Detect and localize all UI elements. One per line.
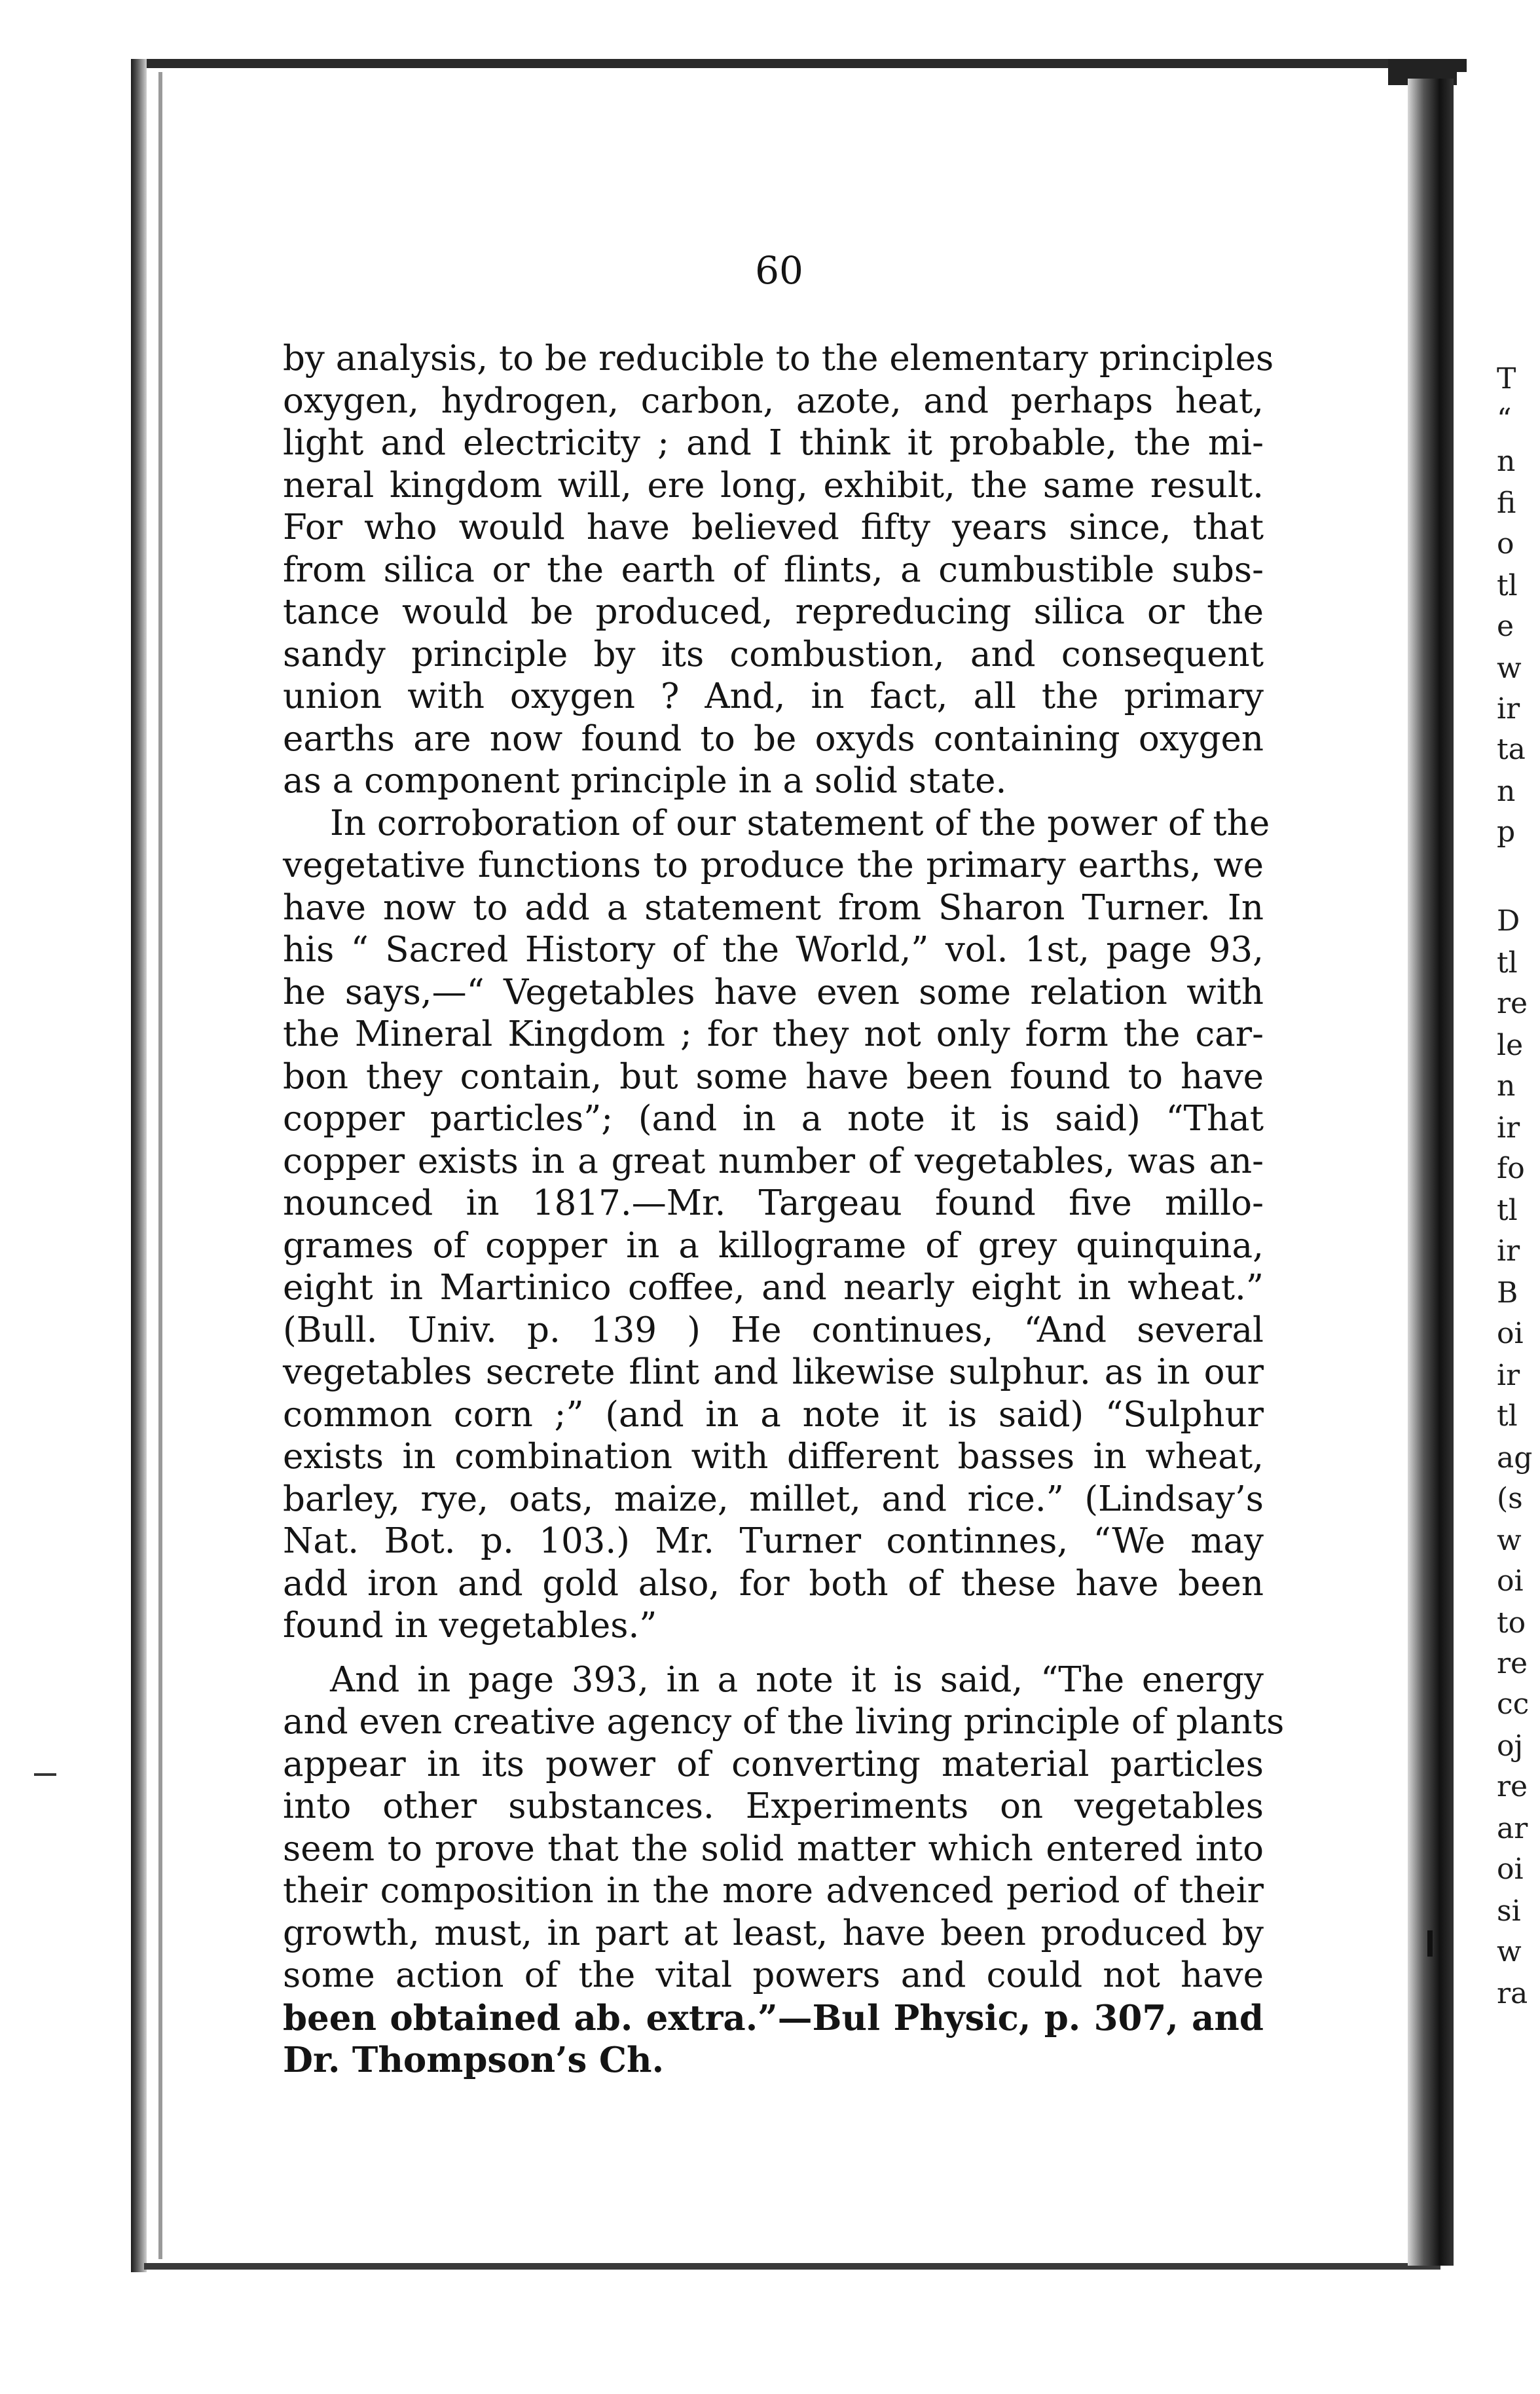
paragraph: [283, 338, 1274, 803]
text-line: grames of copper in a killograme of grey quinquina,: [283, 1225, 1264, 1266]
text-line: For who would have believed fifty years since, that: [283, 507, 1264, 547]
facing-page-fragment: cc: [1497, 1687, 1530, 1721]
facing-page-fragment: tl: [1497, 1194, 1518, 1227]
text-line: common corn ;” (and in a note it is said) “Sulphur: [283, 1394, 1264, 1435]
paragraph: [283, 1659, 1285, 2082]
text-line: have now to add a statement from Sharon Turner. In: [283, 887, 1264, 928]
facing-page-fragment: re: [1497, 1647, 1528, 1680]
facing-page-fragment: ra: [1497, 1977, 1528, 2010]
text-line: And in page 393, in a note it is said, “The energy: [330, 1659, 1264, 1700]
facing-page-fragment: tl: [1497, 569, 1518, 602]
facing-page-fragment: n: [1497, 775, 1516, 808]
text-line: light and electricity ; and I think it probable, the mi-: [283, 423, 1264, 463]
text-line: Nat. Bot. p. 103.) Mr. Turner continnes, “We may: [283, 1521, 1264, 1561]
text-line: neral kingdom will, ere long, exhibit, the same result.: [283, 465, 1264, 506]
facing-page-fragment: re: [1497, 987, 1528, 1020]
text-line: exists in combination with different basses in wheat,: [283, 1437, 1264, 1477]
facing-page-fragment: w: [1497, 652, 1522, 685]
text-line: growth, must, in part at least, have been produced by: [283, 1913, 1264, 1953]
paragraph: [283, 803, 1270, 1648]
text-line: union with oxygen ? And, in fact, all the primary: [283, 676, 1264, 716]
facing-page-fragment: ar: [1497, 1812, 1528, 1845]
facing-page-fragment: e: [1497, 610, 1514, 643]
text-line: earths are now found to be oxyds containing oxygen: [283, 718, 1264, 759]
text-line: (Bull. Univ. p. 139 ) He continues, “And several: [283, 1310, 1264, 1350]
facing-page-fragment: B: [1497, 1276, 1518, 1310]
facing-page-fragment: w: [1497, 1935, 1522, 1968]
facing-page-fragment: ir: [1497, 1359, 1520, 1392]
text-line: he says,—“ Vegetables have even some relation with: [283, 972, 1264, 1012]
text-line: appear in its power of converting material particles: [283, 1744, 1264, 1784]
text-line: into other substances. Experiments on vegetables: [283, 1786, 1264, 1826]
text-line: Dr. Thompson’s Ch.: [283, 2040, 665, 2080]
facing-page-fragment: si: [1497, 1894, 1521, 1928]
text-line: copper particles”; (and in a note it is said) “That: [283, 1099, 1264, 1139]
paragraph-gap: [283, 1648, 1264, 1659]
facing-page-fragment: o: [1497, 527, 1514, 561]
text-line: bon they contain, but some have been found to have: [283, 1056, 1264, 1097]
text-line: some action of the vital powers and could not have: [283, 1955, 1264, 1995]
text-line: seem to prove that the solid matter which entered into: [283, 1828, 1264, 1869]
scan-frame-bottom: [144, 2263, 1440, 2270]
facing-page-fragment: (s: [1497, 1482, 1523, 1515]
facing-page-fragment: le: [1497, 1029, 1524, 1062]
text-line: as a component principle in a solid state.: [283, 761, 1007, 801]
scan-frame-top: [131, 59, 1440, 68]
facing-page-fragment: oi: [1497, 1317, 1524, 1350]
text-line: found in vegetables.”: [283, 1606, 657, 1646]
facing-page-fragment: “: [1497, 403, 1512, 436]
scan-frame-left: [131, 59, 147, 2272]
text-line: their composition in the more advenced period of their: [283, 1871, 1264, 1911]
text-line: been obtained ab. extra.”—Bul Physic, p. 307, and: [283, 1997, 1264, 2038]
text-line: sandy principle by its combustion, and consequent: [283, 634, 1264, 674]
facing-page-fragment: ir: [1497, 692, 1520, 726]
text-line: vegetables secrete flint and likewise sulphur. as in our: [283, 1352, 1264, 1392]
text-line: oxygen, hydrogen, carbon, azote, and perhaps heat,: [283, 380, 1264, 421]
text-line: tance would be produced, repreducing silica or the: [283, 592, 1264, 632]
facing-page-fragment: D: [1497, 904, 1520, 938]
facing-page-fragment: n: [1497, 1069, 1516, 1103]
text-line: from silica or the earth of flints, a cumbustible subs-: [283, 549, 1264, 590]
facing-page-fragment: ir: [1497, 1234, 1520, 1268]
facing-page-fragment: fo: [1497, 1152, 1525, 1185]
facing-page-fragment: w: [1497, 1524, 1522, 1557]
text-line: In corroboration of our statement of the power of the: [330, 803, 1270, 843]
scan-speck: [34, 1773, 56, 1776]
facing-page-fragment: oj: [1497, 1729, 1524, 1763]
text-line: vegetative functions to produce the primary earths, we: [283, 845, 1264, 885]
text-line: his “ Sacred History of the World,” vol. 1st, page 93,: [283, 930, 1264, 970]
scan-speck: [1427, 1930, 1433, 1957]
facing-page-fragment: re: [1497, 1770, 1528, 1803]
facing-page-fragment: to: [1497, 1606, 1526, 1640]
facing-page-fragment: tl: [1497, 1399, 1518, 1433]
facing-page-fragment: ta: [1497, 733, 1526, 766]
facing-page-fragment: tl: [1497, 946, 1518, 980]
facing-page-fragment: fi: [1497, 487, 1516, 520]
facing-page-fragment: n: [1497, 445, 1516, 478]
text-line: copper exists in a great number of vegetables, was an-: [283, 1141, 1264, 1181]
page-edge-line: [158, 72, 162, 2259]
text-line: eight in Martinico coffee, and nearly eight in wheat.”: [283, 1268, 1264, 1308]
text-line: and even creative agency of the living principle of plants: [283, 1702, 1285, 1742]
facing-page-fragment: p: [1497, 815, 1516, 849]
text-line: barley, rye, oats, maize, millet, and rice.” (Lindsay’s: [283, 1479, 1264, 1519]
facing-page-fragment: ir: [1497, 1111, 1520, 1145]
text-line: by analysis, to be reducible to the elementary principles: [283, 339, 1274, 378]
facing-page-fragment: ag: [1497, 1441, 1533, 1475]
text-line: nounced in 1817.—Mr. Targeau found five millo-: [283, 1183, 1264, 1223]
page-number: 60: [755, 248, 803, 293]
facing-page-fragment: T: [1497, 362, 1516, 396]
facing-page-fragment: oi: [1497, 1564, 1524, 1598]
text-line: the Mineral Kingdom ; for they not only form the car-: [283, 1014, 1264, 1054]
text-line: add iron and gold also, for both of these have been: [283, 1563, 1264, 1604]
body-text: [283, 338, 1285, 2082]
facing-page-fragment: oi: [1497, 1852, 1524, 1886]
